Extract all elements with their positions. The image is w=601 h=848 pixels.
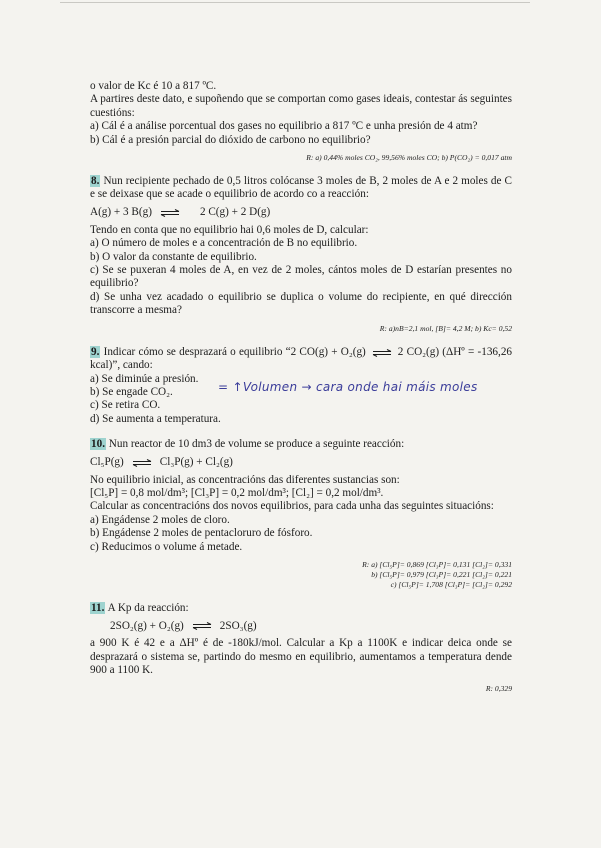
question-8-d: d) Se unha vez acadado o equilibrio se duplica o volume do recipiente, en qué dirección transcorre a mesma? — [90, 290, 512, 317]
question-10-answer-c: c) [Cl₅P]= 1,708 [Cl₃P]= [Cl₂]= 0,292 — [390, 579, 512, 589]
question-10 — [90, 438, 512, 590]
intro-line-2: A partires deste dato, e supoñendo que se comportan como gases ideais, contestar ás seguintes cuestións: — [90, 93, 512, 119]
q10-eq-left: Cl₅P(g) — [90, 455, 124, 468]
question-9-a: a) Se diminúe a presión. — [90, 372, 199, 385]
q8-eq-right: 2 C(g) + 2 D(g) — [199, 206, 271, 219]
equilibrium-arrow-icon — [372, 348, 392, 356]
question-10-c: c) Reducimos o volume á metade. — [90, 540, 243, 553]
question-10-answer-a: R: a) [Cl₅P]= 0,869 [Cl₃P]= 0,131 [Cl₂]= 0,331 — [362, 559, 512, 569]
question-8-intro: Tendo en conta que no equilibrio hai 0,6 moles de D, calcular: — [90, 223, 369, 236]
question-8-answer: R: a)nB=2,1 mol, [B]= 4,2 M; b) Kc= 0,52 — [379, 323, 512, 333]
question-10-equation — [90, 454, 512, 472]
question-11-text: A Kp da reacción: — [107, 601, 189, 614]
question-10-line-2: [Cl₅P] = 0,8 mol/dm³; [Cl₃P] = 0,2 mol/dm³; [Cl₂] = 0,2 mol/dm³. — [90, 486, 384, 499]
question-8-equation — [90, 204, 512, 222]
question-10-text: Nun reactor de 10 dm3 de volume se produce a seguinte reacción: — [108, 438, 405, 451]
question-10-answer — [90, 560, 512, 590]
page-edge-line — [60, 2, 530, 3]
question-9-text-post: 2 CO₂(g) (ΔHº = -136,26 kcal)”, cando: — [90, 345, 513, 372]
question-10-line-3: Calcular as concentracións dos novos equilibrios, para cada unha das seguintes situacións: — [90, 500, 494, 513]
equilibrium-arrow-icon — [132, 459, 152, 467]
question-11-equation — [90, 617, 512, 635]
question-8-a: a) O número de moles e a concentración de B no equilibrio. — [90, 237, 358, 250]
q11-eq-left: 2SO₂(g) + O₂(g) — [110, 619, 184, 632]
q8-eq-left: A(g) + 3 B(g) — [90, 206, 152, 219]
intro-question-a: a) Cál é a análise porcentual dos gases no equilibrio a 817 ºC e unha presión de 4 atm? — [90, 120, 478, 133]
question-10-answer-b: b) [Cl₅P]= 0,979 [Cl₃P]= 0,221 [Cl₂]= 0,221 — [371, 569, 512, 579]
question-9-c: c) Se retira CO. — [90, 399, 161, 412]
question-8 — [90, 175, 512, 334]
question-11-answer: R: 0,329 — [485, 683, 512, 693]
question-10-b: b) Engádense 2 moles de pentacloruro de fósforo. — [90, 527, 313, 540]
question-10-line-1: No equilibrio inicial, as concentracións das diferentes sustancias son: — [90, 473, 400, 486]
question-8-text: Nun recipiente pechado de 0,5 litros colócanse 3 moles de B, 2 moles de A e 2 moles de C e se deixase que se acade o equilibrio de acordo co a reacción: — [90, 175, 512, 201]
intro-question-b: b) Cál é a presión parcial do dióxido de carbono no equilibrio? — [90, 133, 371, 146]
question-8-number: 8. — [91, 175, 100, 188]
question-10-number: 10. — [91, 438, 105, 451]
equilibrium-arrow-icon — [192, 622, 212, 630]
intro-answer: R: a) 0,44% moles CO₂, 99,56% moles CO; b) P(CO₂) = 0,017 atm — [306, 153, 512, 163]
question-9-number: 9. — [91, 345, 100, 358]
question-11 — [90, 602, 512, 694]
q10-eq-right: Cl₃P(g) + Cl₂(g) — [159, 455, 233, 468]
question-9-d: d) Se aumenta a temperatura. — [90, 412, 221, 425]
question-8-b: b) O valor da constante de equilibrio. — [90, 250, 257, 263]
question-9-b: b) Se engade CO₂. — [90, 385, 173, 398]
intro-line-1: o valor de Kc é 10 a 817 ºC. — [90, 80, 217, 92]
handwritten-note: = ↑Volumen → cara onde hai máis moles — [218, 380, 478, 394]
question-10-a: a) Engádense 2 moles de cloro. — [90, 513, 230, 526]
equilibrium-arrow-icon — [160, 209, 180, 217]
question-11-line-1: a 900 K é 42 e a ΔHº é de -180kJ/mol. Calcular a Kp a 1100K e indicar deica onde se desprazará o sistema se, partindo do mesmo en equilibrio, aumentamos a temperatura dende 900 a 1100 K. — [90, 637, 512, 677]
q11-eq-right: 2SO₃(g) — [219, 619, 257, 632]
question-8-c: c) Se se puxeran 4 moles de A, en vez de 2 moles, cántos moles de D estarían presentes no equilibrio? — [90, 264, 512, 290]
question-11-number: 11. — [91, 601, 105, 614]
question-9-text-pre: Indicar cómo se desprazará o equilibrio “2 CO(g) + O₂(g) — [103, 345, 366, 358]
